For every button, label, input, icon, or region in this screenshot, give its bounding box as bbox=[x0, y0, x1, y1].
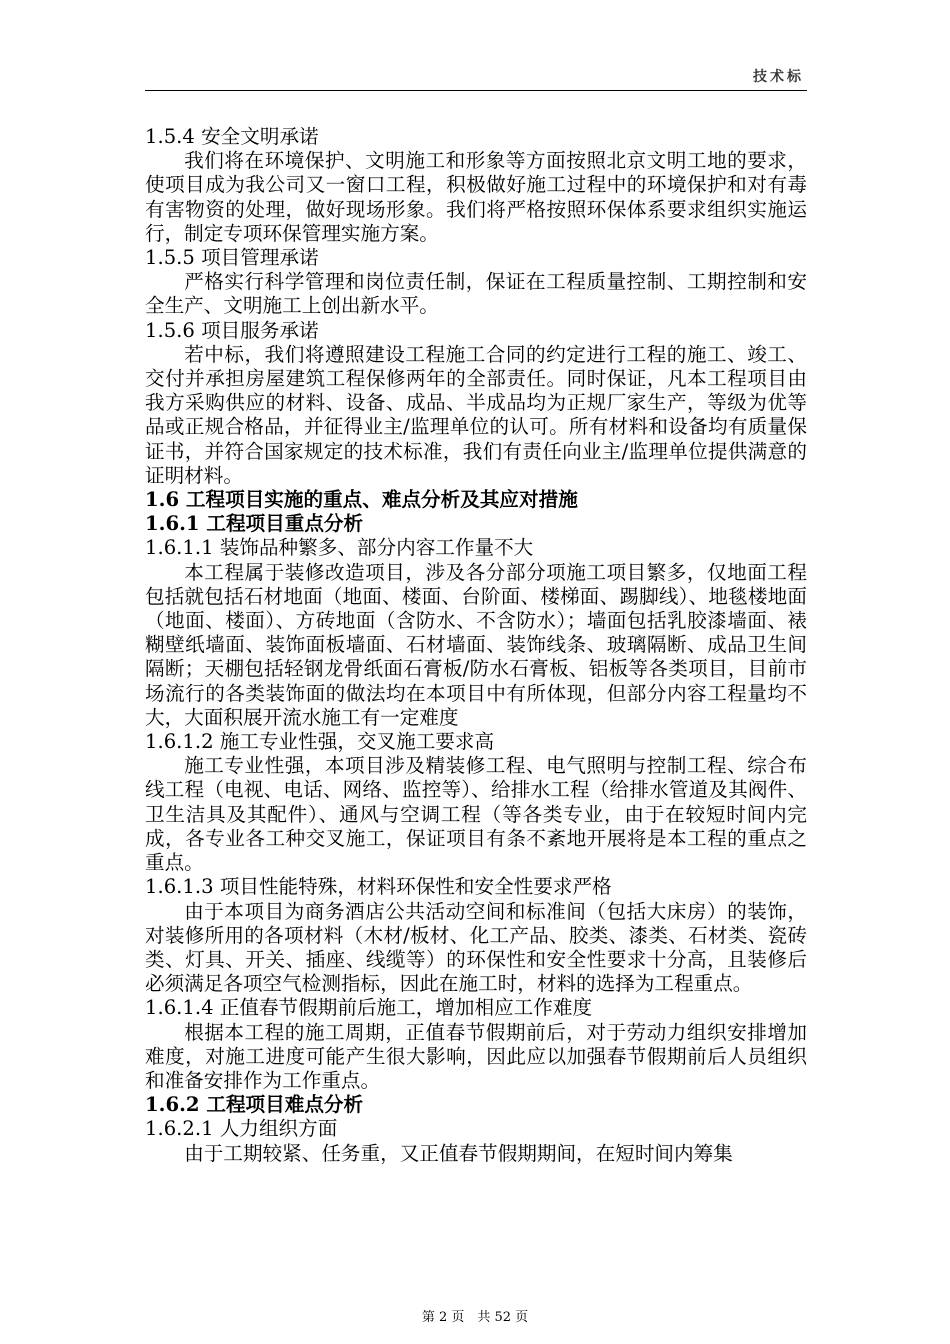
chapter-heading: 1.6 工程项目实施的重点、难点分析及其应对措施 bbox=[145, 488, 578, 512]
subchapter-heading: 1.6.1 工程项目重点分析 bbox=[145, 512, 364, 536]
body-paragraph: 施工专业性强，本项目涉及精装修工程、电气照明与控制工程、综合布线工程（电视、电话、网络、监控等）、给排水工程（给排水管道及其阀件、卫生洁具及其配件）、通风与空调工程（等各类专业，由于在较短时间内完成，各专业各工种交叉施工，保证项目有条不紊地开展将是本工程的重点之重点。 bbox=[145, 754, 807, 875]
body-paragraph: 我们将在环境保护、文明施工和形象等方面按照北京文明工地的要求，使项目成为我公司又一窗口工程，积极做好施工过程中的环境保护和对有毒有害物资的处理，做好现场形象。我们将严格按照环保体系要求组织实施运行，制定专项环保管理实施方案。 bbox=[145, 149, 807, 245]
document-body bbox=[145, 125, 807, 1166]
body-paragraph: 根据本工程的施工周期，正值春节假期前后，对于劳动力组织安排增加难度，对施工进度可能产生很大影响，因此应以加强春节假期前后人员组织和准备安排作为工作重点。 bbox=[145, 1020, 807, 1092]
section-heading: 1.6.1.2 施工专业性强，交叉施工要求高 bbox=[145, 730, 495, 754]
body-paragraph: 由于工期较紧、任务重，又正值春节假期期间，在短时间内筹集 bbox=[184, 1141, 733, 1165]
body-paragraph: 由于本项目为商务酒店公共活动空间和标准间（包括大床房）的装饰，对装修所用的各项材料（木材/板材、化工产品、胶类、漆类、石材类、瓷砖类、灯具、开关、插座、线缆等）的环保性和安全性要求十分高，且装修后必须满足各项空气检测指标，因此在施工时，材料的选择为工程重点。 bbox=[145, 899, 807, 996]
section-heading: 1.5.5 项目管理承诺 bbox=[145, 246, 319, 270]
section-heading: 1.6.1.4 正值春节假期前后施工，增加相应工作难度 bbox=[145, 996, 593, 1020]
section-heading: 1.5.4 安全文明承诺 bbox=[145, 125, 319, 148]
header-label: 技术标 bbox=[753, 69, 804, 85]
section-heading: 1.6.2.1 人力组织方面 bbox=[145, 1117, 338, 1141]
header-rule bbox=[145, 90, 807, 91]
section-heading: 1.6.1.1 装饰品种繁多、部分内容工作量不大 bbox=[145, 536, 534, 560]
body-paragraph: 本工程属于装修改造项目，涉及各分部分项施工项目繁多，仅地面工程包括就包括石材地面（地面、楼面、台阶面、楼梯面、踢脚线）、地毯楼地面（地面、楼面）、方砖地面（含防水、不含防水）；墙面包括乳胶漆墙面、裱糊壁纸墙面、装饰面板墙面、石材墙面、装饰线条、玻璃隔断、成品卫生间隔断；天棚包括轻钢龙骨纸面石膏板/防水石膏板、铝板等各类项目，目前市场流行的各类装饰面的做法均在本项目中有所体现，但部分内容工程量均不大，大面积展开流水施工有一定难度 bbox=[145, 560, 807, 729]
subchapter-heading: 1.6.2 工程项目难点分析 bbox=[145, 1093, 364, 1117]
section-heading: 1.6.1.3 项目性能特殊，材料环保性和安全性要求严格 bbox=[145, 875, 612, 899]
body-paragraph: 严格实行科学管理和岗位责任制，保证在工程质量控制、工期控制和安全生产、文明施工上创出新水平。 bbox=[145, 270, 807, 318]
section-heading: 1.5.6 项目服务承诺 bbox=[145, 318, 319, 342]
body-paragraph: 若中标，我们将遵照建设工程施工合同的约定进行工程的施工、竣工、交付并承担房屋建筑工程保修两年的全部责任。同时保证，凡本工程项目由我方采购供应的材料、设备、成品、半成品均为正规厂家生产，等级为优等品或正规合格品，并征得业主/监理单位的认可。所有材料和设备均有质量保证书，并符合国家规定的技术标准，我们有责任向业主/监理单位提供满意的证明材料。 bbox=[145, 342, 807, 487]
page-number-footer: 第 2 页 共 52 页 bbox=[421, 1310, 529, 1325]
